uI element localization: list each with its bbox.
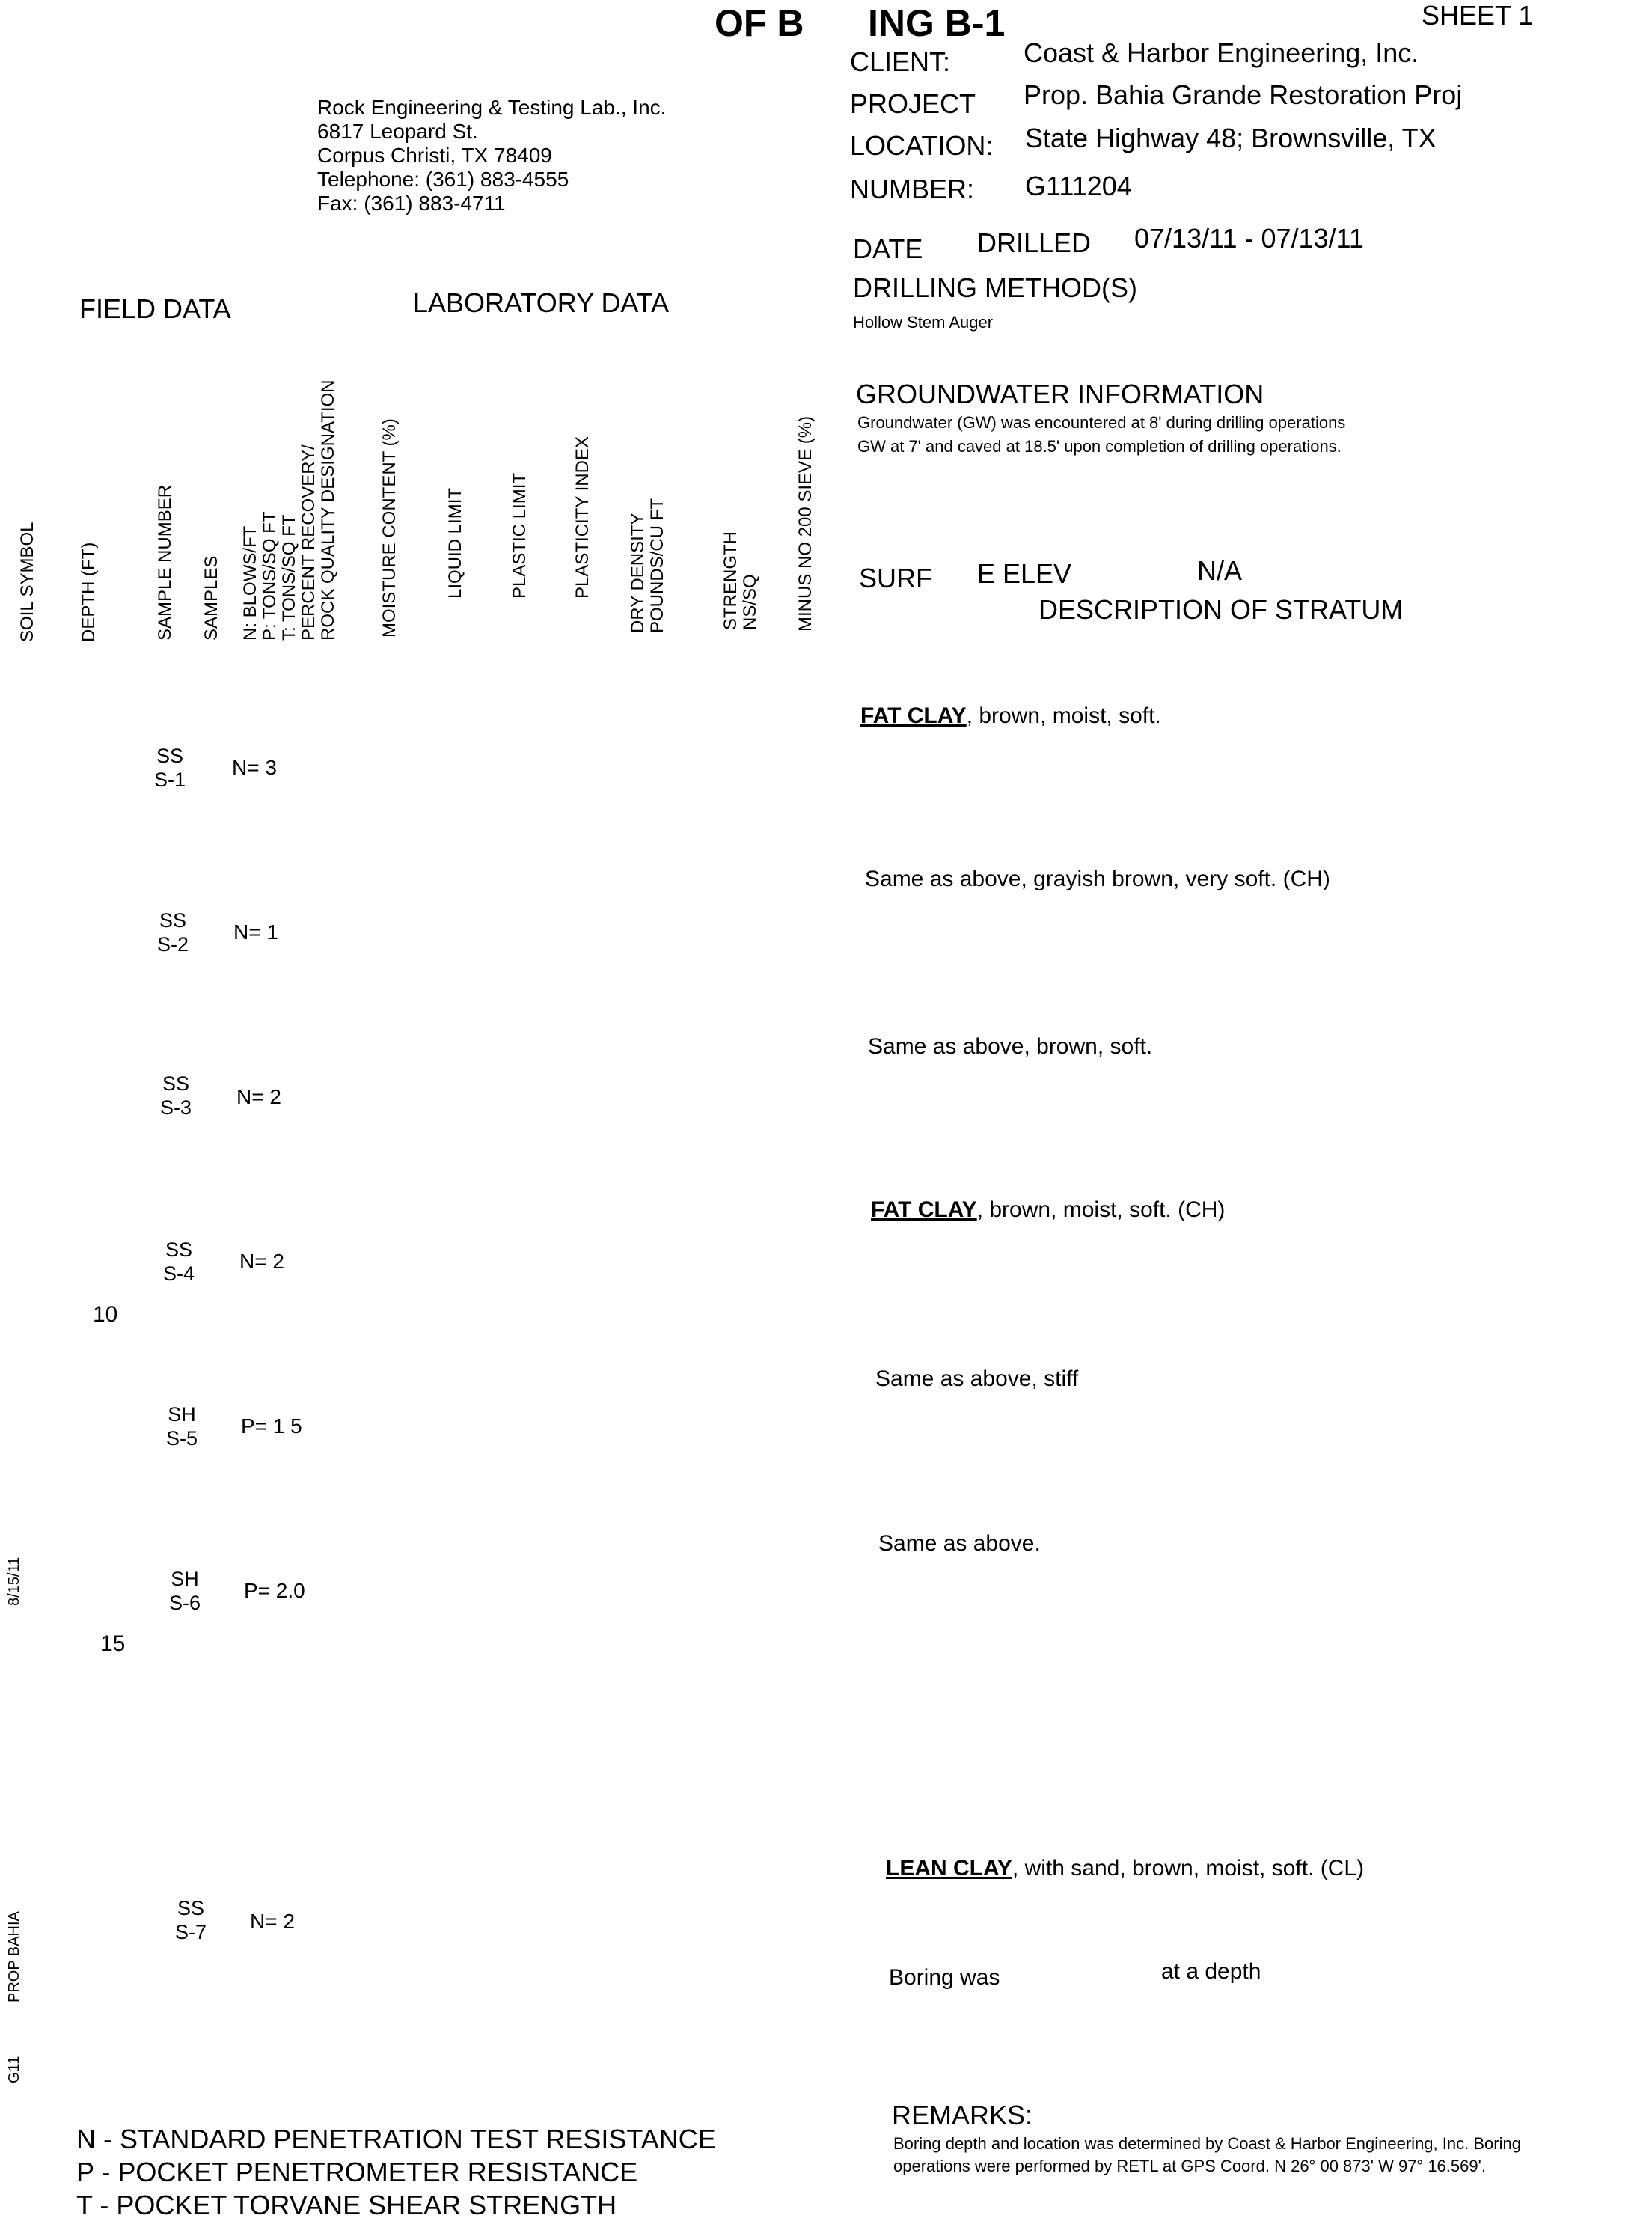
depth-mark-10: 10 (93, 1302, 118, 1327)
margin-project: PROP BAHIA (6, 1911, 22, 2002)
surface-label-a: SURF (859, 563, 932, 593)
location-value: State Highway 48; Brownsville, TX (1025, 123, 1437, 153)
surface-label-b: E ELEV (977, 558, 1072, 589)
client-label: CLIENT: (850, 46, 951, 77)
sample-id: S-4 (163, 1262, 195, 1285)
stratum-1 (860, 703, 1161, 729)
sample-type: SS (177, 1897, 205, 1919)
surface-elevation-value: N/A (1197, 555, 1243, 586)
column-legend-percent-recovery: PERCENT RECOVERY/ (299, 444, 319, 641)
column-plasticity-index: PLASTICITY INDEX (572, 436, 593, 599)
company-telephone: Telephone: (361) 883-4555 (317, 168, 569, 191)
sample-5 (166, 1402, 198, 1450)
date-label: DATE (853, 233, 923, 264)
legend-p: P - POCKET PENETROMETER RESISTANCE (76, 2157, 638, 2187)
column-strength (721, 531, 760, 630)
stratum-1-description: , brown, moist, soft. (966, 703, 1161, 728)
boring-note-b: at a depth (1161, 1959, 1261, 1984)
sample-4-value: N= 2 (239, 1250, 284, 1273)
client-value: Coast & Harbor Engineering, Inc. (1024, 37, 1419, 68)
sample-1 (154, 744, 186, 792)
column-legend-n: N: BLOWS/FT (240, 525, 260, 641)
column-samples: SAMPLES (201, 555, 221, 641)
company-block (317, 96, 666, 216)
column-legend-t: T: TONS/SQ FT (279, 514, 299, 641)
sample-2-value: N= 1 (233, 920, 278, 944)
stratum-4 (871, 1197, 1225, 1223)
column-dry-density (628, 498, 667, 633)
stratum-1-soil-type: FAT CLAY (860, 703, 967, 728)
drilling-method-label: DRILLING METHOD(S) (853, 272, 1138, 303)
sample-id: S-1 (154, 769, 186, 791)
sample-type: SS (159, 909, 187, 932)
sample-7-value: N= 2 (250, 1910, 295, 1933)
stratum-7-soil-type: LEAN CLAY (886, 1856, 1012, 1881)
sample-id: S-7 (175, 1921, 207, 1943)
column-strength-label: STRENGTH (721, 531, 741, 630)
column-legend-p: P: TONS/SQ FT (260, 511, 280, 641)
column-liquid-limit: LIQUID LIMIT (445, 487, 465, 599)
description-heading: DESCRIPTION OF STRATUM (1038, 594, 1404, 625)
column-legend-rqd: ROCK QUALITY DESIGNATION (318, 379, 338, 641)
laboratory-data-heading: LABORATORY DATA (413, 287, 670, 318)
stratum-4-description: , brown, moist, soft. (CH) (976, 1197, 1226, 1222)
depth-mark-15: 15 (100, 1631, 126, 1656)
column-depth: DEPTH (FT) (79, 542, 99, 642)
location-label: LOCATION: (850, 130, 994, 161)
field-data-heading: FIELD DATA (79, 293, 231, 324)
project-label: PROJECT (850, 88, 976, 119)
column-nssq-label: NS/SQ (740, 574, 760, 630)
sample-type: SH (171, 1568, 199, 1590)
stratum-3: Same as above, brown, soft. (868, 1034, 1153, 1059)
sample-6 (169, 1567, 201, 1615)
column-legend (241, 379, 338, 641)
remarks-title: REMARKS: (892, 2100, 1033, 2130)
groundwater-title: GROUNDWATER INFORMATION (856, 379, 1264, 409)
legend-n: N - STANDARD PENETRATION TEST RESISTANCE (76, 2124, 716, 2154)
sample-type: SS (156, 745, 184, 767)
column-plastic-limit: PLASTIC LIMIT (510, 472, 530, 599)
sample-type: SS (165, 1238, 193, 1261)
sample-7 (175, 1896, 206, 1944)
number-label: NUMBER: (850, 174, 975, 204)
margin-date: 8/15/11 (6, 1556, 22, 1606)
remarks-line-2: operations were performed by RETL at GPS Coord. N 26° 00 873' W 97° 16.569'. (893, 2157, 1486, 2175)
sample-5-value: P= 1 5 (241, 1414, 302, 1438)
column-sample-number: SAMPLE NUMBER (155, 484, 175, 641)
sheet-number: SHEET 1 (1422, 0, 1534, 31)
sample-id: S-3 (160, 1096, 192, 1119)
stratum-2: Same as above, grayish brown, very soft. (CH) (865, 867, 1330, 891)
stratum-5: Same as above, stiff (875, 1366, 1079, 1391)
company-fax: Fax: (361) 883-4711 (317, 192, 506, 215)
title-left: OF B (715, 2, 804, 44)
stratum-7 (886, 1856, 1364, 1881)
legend-t: T - POCKET TORVANE SHEAR STRENGTH (76, 2190, 617, 2220)
sample-type: SH (168, 1403, 196, 1426)
sample-4 (163, 1238, 195, 1286)
boring-note-a: Boring was (889, 1965, 1000, 1990)
stratum-4-soil-type: FAT CLAY (871, 1197, 977, 1222)
margin-code: G11 (6, 2056, 22, 2083)
sample-id: S-2 (157, 933, 189, 956)
project-value: Prop. Bahia Grande Restoration Proj (1024, 79, 1463, 110)
column-minus-200-sieve: MINUS NO 200 SIEVE (%) (795, 415, 816, 632)
stratum-7-description: , with sand, brown, moist, soft. (CL) (1012, 1856, 1365, 1881)
column-soil-symbol: SOIL SYMBOL (17, 522, 37, 642)
title-right: ING B-1 (868, 2, 1006, 44)
column-moisture-content: MOISTURE CONTENT (%) (379, 418, 400, 638)
company-street: 6817 Leopard St. (317, 120, 478, 143)
sample-id: S-5 (166, 1427, 198, 1449)
column-dry-density-label: DRY DENSITY (628, 513, 648, 633)
stratum-6: Same as above. (878, 1531, 1041, 1556)
company-name: Rock Engineering & Testing Lab., Inc. (317, 96, 667, 119)
sample-3-value: N= 2 (236, 1085, 281, 1108)
drilled-value: 07/13/11 - 07/13/11 (1134, 223, 1364, 254)
column-pounds-label: POUNDS/CU FT (647, 498, 667, 633)
sample-type: SS (162, 1072, 190, 1095)
remarks-line-1: Boring depth and location was determined by Coast & Harbor Engineering, Inc. Boring (893, 2134, 1521, 2153)
sample-id: S-6 (169, 1592, 201, 1614)
drilling-method-value: Hollow Stem Auger (853, 313, 994, 332)
sample-6-value: P= 2.0 (244, 1579, 305, 1602)
sample-3 (160, 1072, 192, 1119)
groundwater-line-2: GW at 7' and caved at 18.5' upon completion of drilling operations. (857, 437, 1342, 456)
sample-2 (157, 908, 189, 956)
company-city: Corpus Christi, TX 78409 (317, 144, 552, 167)
number-value: G111204 (1025, 171, 1132, 201)
drilled-label: DRILLED (977, 227, 1092, 258)
groundwater-line-1: Groundwater (GW) was encountered at 8' during drilling operations (857, 413, 1346, 432)
sample-1-value: N= 3 (232, 756, 277, 779)
